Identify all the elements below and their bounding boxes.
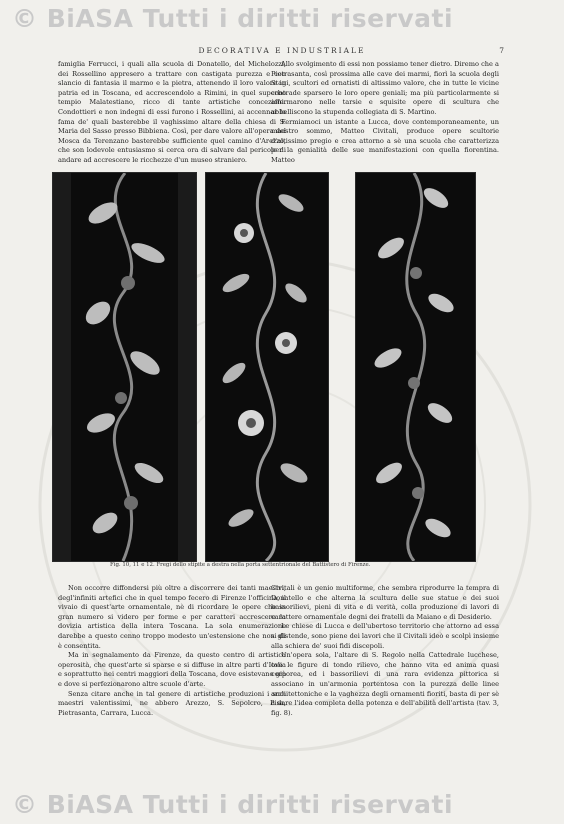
watermark-bottom: © BiASA Tutti i diritti riservati [12,790,454,819]
paragraph: Senza citare anche in tal genere di artistiche produzioni i suoi maestri valentissimi, ne abbero Arezzo, S. Sepolcro, Pisa, Pietrasanta, Carrara, Lucca. [58,689,286,717]
column-bottom-right [271,584,499,718]
paragraph: Un'opera sola, l'altare di S. Regolo nella Cattedrale lucchese, ove le figure di tondo rilievo, che hanno vita ed anima quasi corporea, ed i bassorilievi di una rara evidenza pittorica si associano in un'armonia portentosa con la purezza delle linee architettoniche e la vaghezza degli ornamenti fioriti, basta di per sè a dare l'idea completa della potenza e dell'abilità dell'artista (tav. 3, fig. 8). [271,651,499,717]
running-head: DECORATIVA E INDUSTRIALE [198,46,366,55]
page-number: 7 [499,46,504,55]
column-top-right [271,60,499,166]
column-top-left [58,60,286,166]
watermark-top: © BiASA Tutti i diritti riservati [12,4,454,33]
figure-caption: Fig. 10, 11 e 12. Fregi dello stipite a destra nella porta settentrionale del Battistero di Firenze. [110,562,371,568]
paragraph: Le chiese di Lucca e dell'ubertoso territorio che attorno ad essa si distende, sono piene dei lavori che il Civitali ideò e scolpì insieme alla schiera de' suoi fidi discepoli. [271,622,499,650]
paragraph: Non occorre diffondersi più oltre a discorrere dei tanti maestri, degl'infiniti artefici che in quel tempo fecero di Firenze l'officina, il vivaio di quest'arte ornamentale, nè di ricordare le opere che in gran numero si videro per forme e per caratteri accrescere la dovizia artistica della intera Toscana. La sola enumerazione darebbe a questo cenno troppo modesto un'estensione che non gli è consentita. [58,584,286,650]
paragraph: famiglia Ferrucci, i quali alla scuola di Donatello, del Michelozzi, dei Rossellino appresero a trattare con castigata purezza e con slancio di fantasia il marmo e la pietra, attenendo il loro valore in patria ed in Toscana, ed accrescendolo a Rimini, in quel superbo tempio Malatestiano, ricco di tante artistiche concezioni. Condottieri e non indegni di essi furono i Rossellini, ai accennar la fama de' quali basterebbe il vaghissimo altare della chiesa di S. Maria del Sasso presso Bibbiena. Così, per dare valore all'opera del Mosca da Terenzano basterebbe sufficiente quel camino d'Arezzo, che son lodevole entusiasmo si cerca ora di salvare dal pericolo di andare ad accrescere le ricchezze d'un museo straniero. [58,60,286,164]
paragraph: Ma in segnalamento da Firenze, da questo centro di artistica operosità, che quest'arte si sparse e si diffuse in altre parti d'Italia e soprattutto nei centri maggiori della Toscana, dove esistevano già e dove si perfezionarono altre scuole d'arte. [58,651,286,688]
frieze-plate-right [355,172,476,562]
paragraph: Fermiamoci un istante a Lucca, dove contemporaneamente, un maestro sommo, Matteo Civitali, produce opere scultorie d'altissimo pregio e crea attorno a sè una scuola che caratterizza per la genialità delle sue manifestazioni con quella fiorentina. Matteo [271,117,499,164]
paragraph: Civitali è un genio multiforme, che sembra riprodurre la tempra di Donatello e che alterna la scultura delle sue statue e dei suoi bassorilievi, pieni di vita e di verità, colla produzione di lavori di carattere ornamentale degni dei fratelli da Maiano e di Desiderio. [271,584,499,621]
paragraph: Allo svolgimento di essi non possiamo tener dietro. Diremo che a Pietrasanta, così prossima alle cave dei marmi, fiorì la scuola degli Stagi, scultori ed ornatisti di altissimo valore, che in tutte le vicine contrade sparsero le loro opere geniali; ma più particolarmente si affermarono nelle tarsie e squisite opere di scultura che abbelliscono la stupenda collegiata di S. Martino. [271,60,499,116]
frieze-plate-center [205,172,329,562]
frieze-plate-left [52,172,197,562]
column-bottom-left [58,584,286,718]
